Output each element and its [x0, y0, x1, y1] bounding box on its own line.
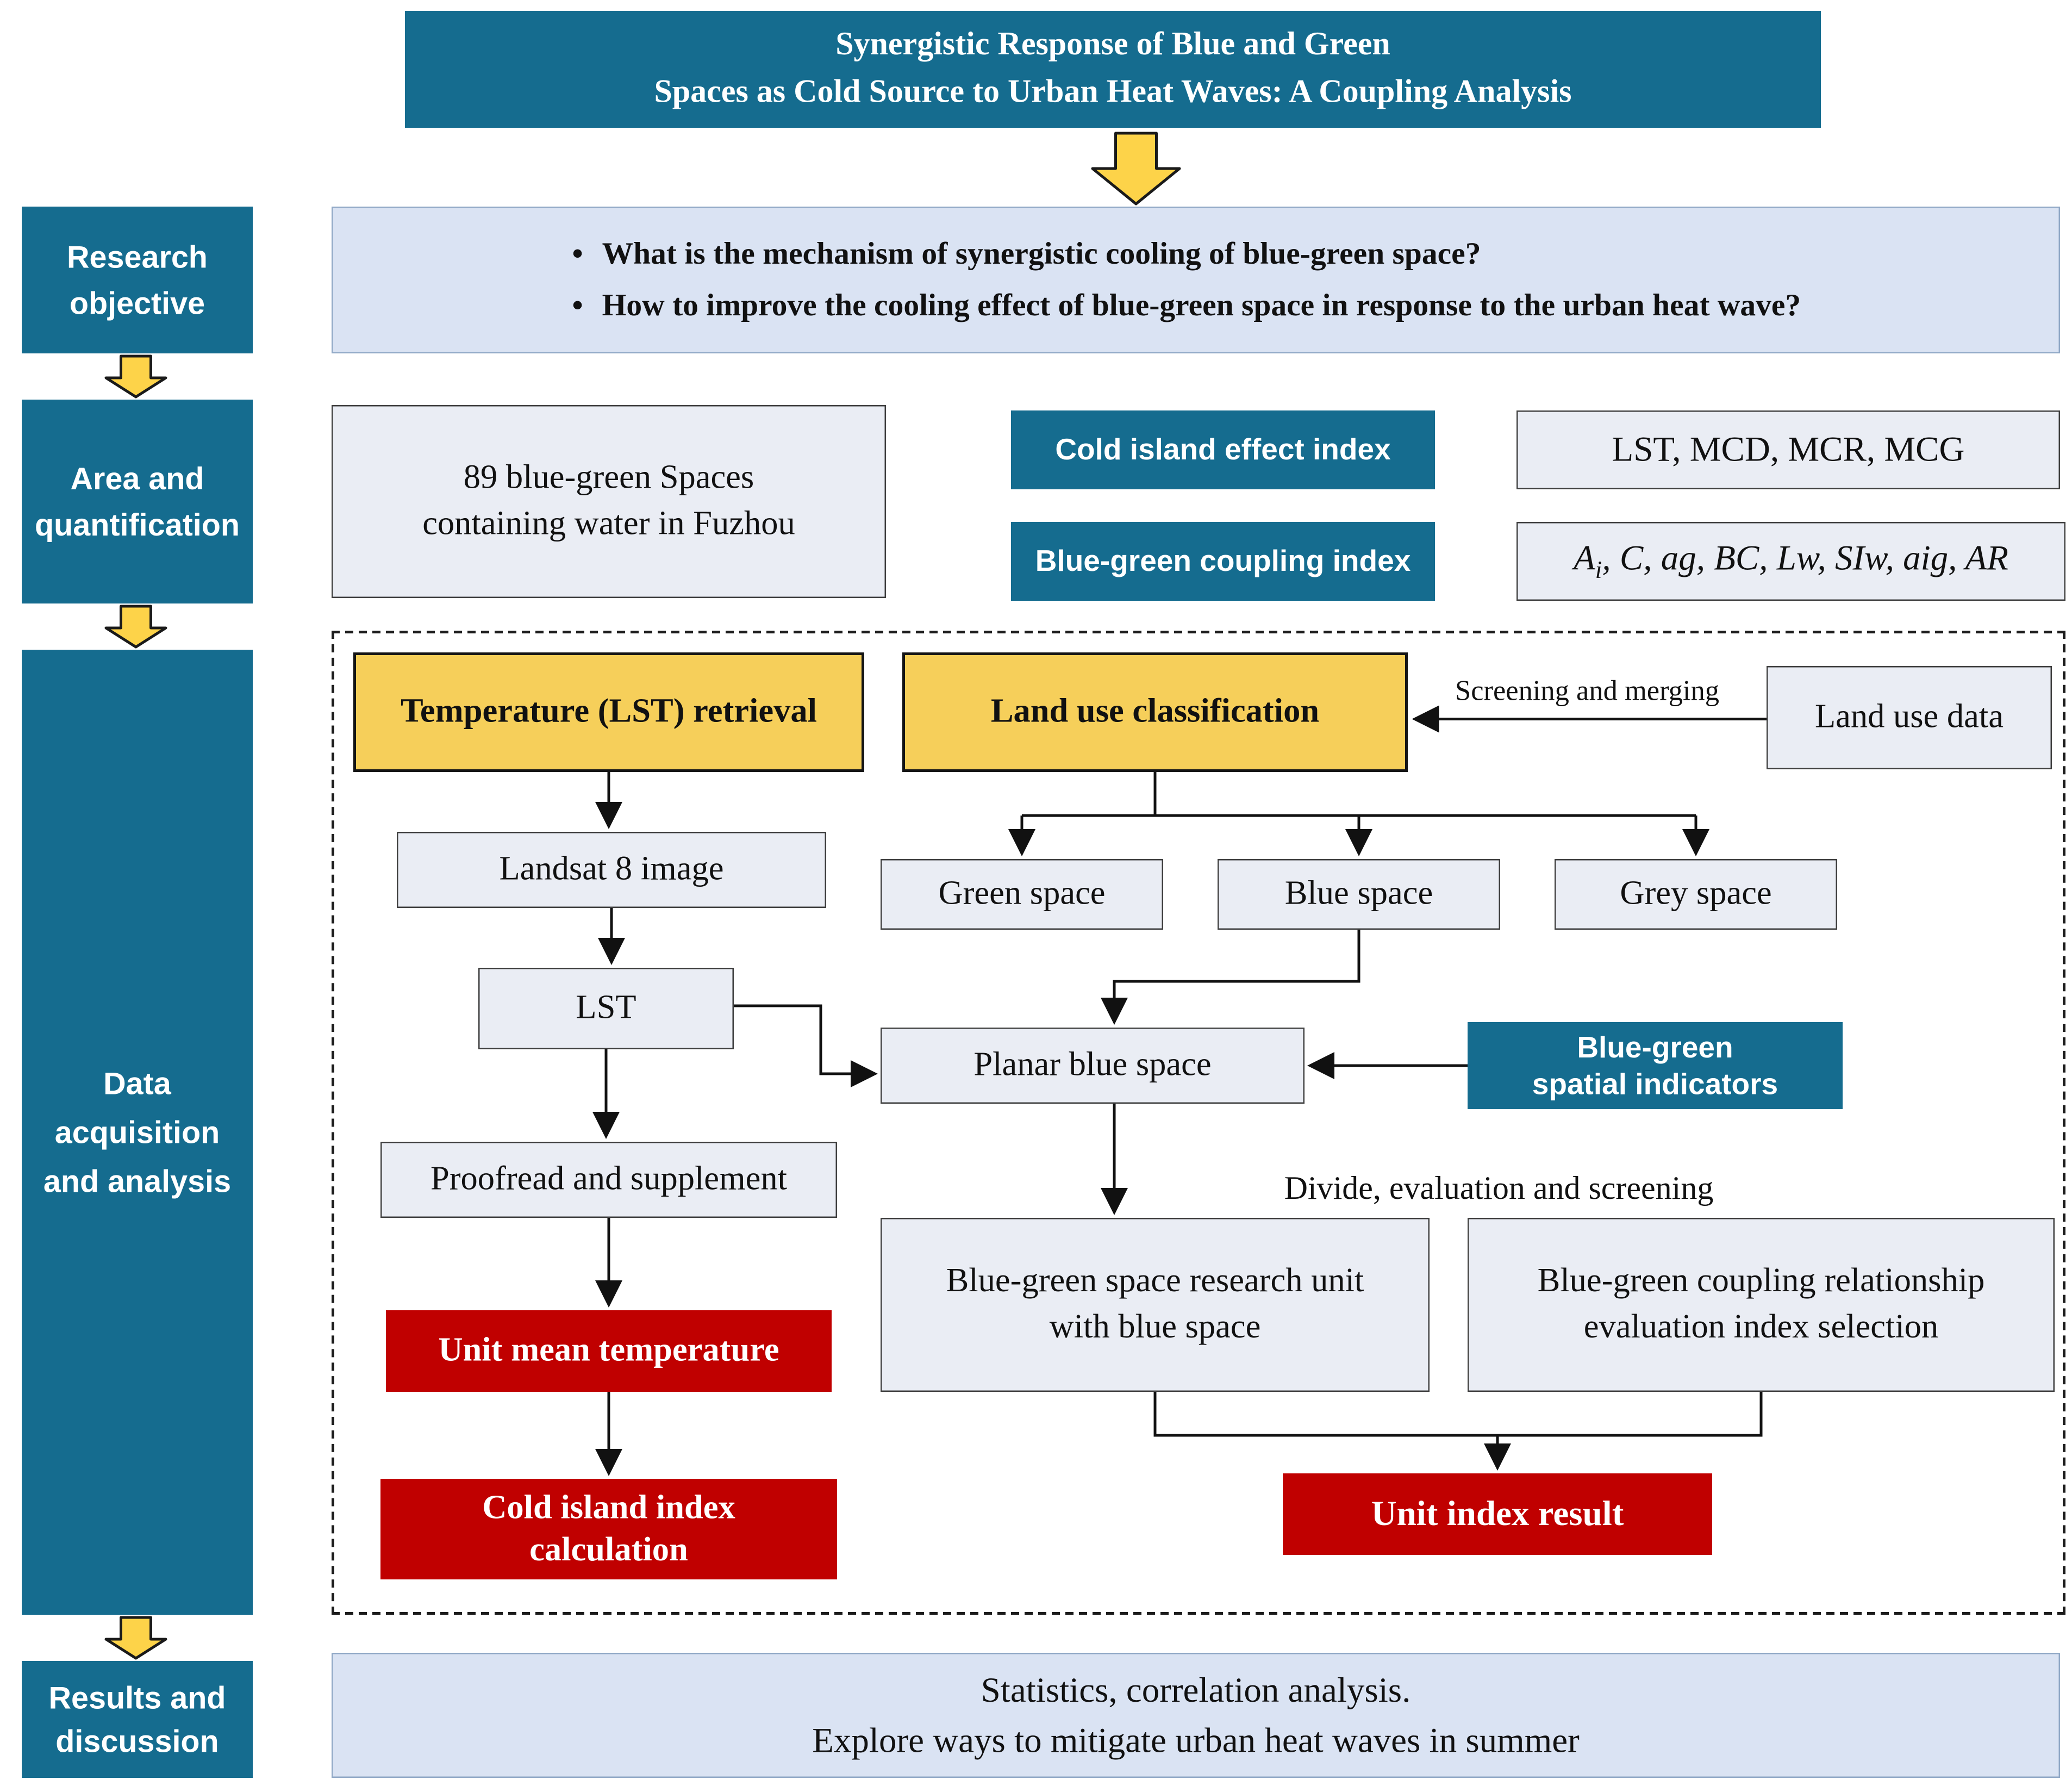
green-space-box [881, 859, 1163, 930]
lst-text: LST [576, 990, 636, 1026]
sidebar-label: quantification [35, 507, 240, 543]
sidebar-label: Research [67, 239, 208, 275]
research-unit-box [881, 1218, 1430, 1392]
metric-rest: , C, ag, BC, Lw, SIw, aig, AR [1602, 538, 2008, 578]
title-line-1: Synergistic Response of Blue and Green [835, 27, 1390, 63]
sidebar-label: Results and [48, 1680, 226, 1715]
divide-evaluation-text: Divide, evaluation and screening [1284, 1172, 1714, 1207]
big-down-arrow [1093, 133, 1179, 204]
grey-space-box [1555, 859, 1837, 930]
results-text: Explore ways to mitigate urban heat waves in summer [812, 1721, 1580, 1760]
landsat-image-box [397, 832, 826, 908]
unit-index-result-text: Unit index result [1371, 1493, 1624, 1533]
sidebar-label: Area and [70, 460, 204, 496]
screening-merging-label [1413, 674, 1761, 708]
sidebar-label: and analysis [43, 1163, 232, 1199]
coupling-metrics-text [1574, 538, 2008, 584]
lst-retrieval-text: Temperature (LST) retrieval [400, 693, 817, 730]
research-unit-text: with blue space [1049, 1309, 1261, 1346]
bullet-text: What is the mechanism of synergistic cooling of blue-green space? [602, 237, 1481, 271]
study-area-box [332, 405, 886, 598]
landsat-image-text: Landsat 8 image [499, 851, 724, 888]
index-selection-text: evaluation index selection [1583, 1309, 1939, 1346]
sidebar-label: acquisition [54, 1115, 220, 1150]
results-panel [332, 1653, 2060, 1778]
sidebar-research-objective [22, 207, 253, 353]
cold-island-metrics-box [1516, 410, 2060, 489]
blue-space-box [1218, 859, 1500, 930]
planar-blue-space-box [881, 1028, 1305, 1104]
bullet-item [572, 230, 1481, 279]
research-objective-panel [332, 207, 2060, 353]
cold-island-index-label [1011, 410, 1435, 489]
unit-mean-temperature-text: Unit mean temperature [438, 1332, 779, 1369]
title-line-2: Spaces as Cold Source to Urban Heat Waves: A Coupling Analysis [654, 74, 1572, 110]
cold-island-calculation-text: Cold island index [482, 1490, 735, 1527]
screening-merging-text: Screening and merging [1455, 674, 1720, 707]
spatial-indicators-box [1468, 1022, 1843, 1109]
title-banner [405, 11, 1821, 128]
sidebar-results-discussion [22, 1661, 253, 1778]
land-use-data-text: Land use data [1814, 699, 2004, 736]
unit-index-result-box [1283, 1473, 1712, 1555]
blue-space-text: Blue space [1284, 875, 1433, 912]
coupling-metrics-box [1516, 522, 2065, 601]
research-unit-text: Blue-green space research unit [946, 1262, 1364, 1299]
metric-lead-var: A [1574, 538, 1595, 578]
coupling-index-label [1011, 522, 1435, 601]
cold-island-calculation-box [380, 1479, 837, 1579]
sidebar-label: discussion [55, 1723, 219, 1759]
planar-blue-space-text: Planar blue space [973, 1047, 1212, 1084]
sidebar-label: Data [103, 1066, 171, 1101]
data-acquisition-frame [332, 631, 2065, 1615]
coupling-index-text: Blue-green coupling index [1035, 544, 1411, 578]
bullet-dot: • [572, 288, 583, 322]
sidebar-data-acquisition [22, 650, 253, 1615]
cold-island-metrics-text: LST, MCD, MCR, MCG [1612, 430, 1965, 469]
down-arrow-3 [106, 1617, 166, 1658]
green-space-text: Green space [938, 875, 1106, 912]
down-arrow-1 [106, 356, 166, 397]
index-selection-box [1468, 1218, 2055, 1392]
bullet-text: How to improve the cooling effect of blue-green space in response to the urban heat wave? [602, 288, 1801, 322]
land-use-classification-box [902, 652, 1408, 772]
results-text: Statistics, correlation analysis. [981, 1670, 1411, 1710]
land-use-data-box [1767, 666, 2052, 769]
land-use-classification-text: Land use classification [990, 693, 1320, 730]
divide-evaluation-label [1234, 1172, 1764, 1209]
spatial-indicators-text: Blue-green [1577, 1030, 1733, 1065]
index-selection-text: Blue-green coupling relationship [1537, 1262, 1985, 1299]
study-area-text: 89 blue-green Spaces [463, 459, 754, 496]
metric-lead-sub: i [1595, 556, 1602, 583]
cold-island-index-text: Cold island effect index [1055, 432, 1391, 466]
down-arrow-2 [106, 606, 166, 647]
proofread-text: Proofread and supplement [430, 1161, 788, 1198]
grey-space-text: Grey space [1620, 875, 1772, 912]
spatial-indicators-text: spatial indicators [1532, 1067, 1778, 1101]
lst-retrieval-box [353, 652, 864, 772]
bullet-item [572, 282, 1801, 331]
proofread-box [380, 1142, 837, 1218]
sidebar-area-quantification [22, 400, 253, 603]
bullet-dot: • [572, 237, 583, 271]
unit-mean-temperature-box [386, 1310, 832, 1392]
cold-island-calculation-text: calculation [529, 1532, 688, 1569]
study-area-text: containing water in Fuzhou [422, 506, 795, 543]
sidebar-label: objective [69, 285, 205, 321]
lst-box [478, 968, 734, 1049]
